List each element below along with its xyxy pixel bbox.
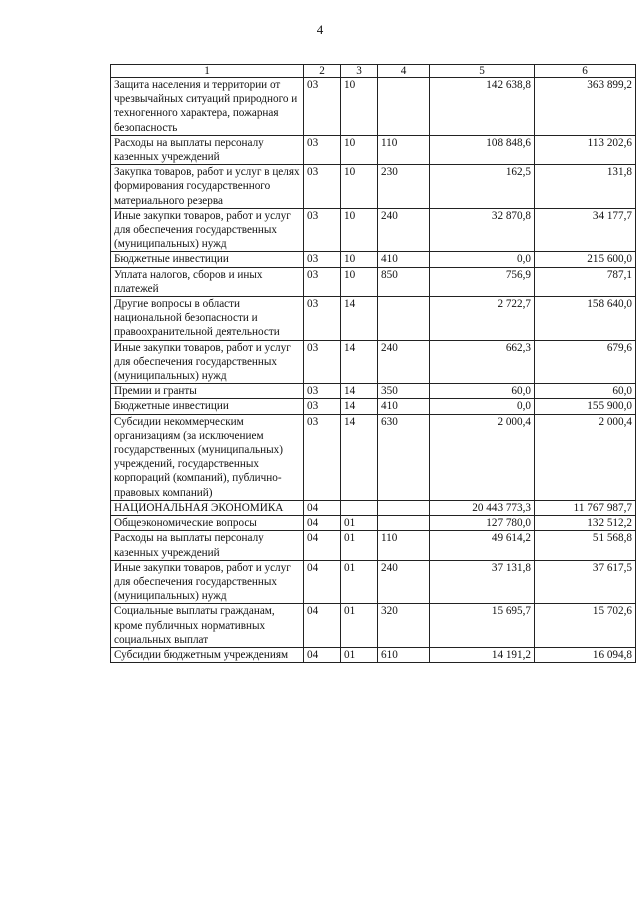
row-name: Субсидии некоммерческим организациям (за исключением государственных (муниципальных) учреждений, государственных корпораций (компаний), публично-правовых компаний) xyxy=(111,414,304,500)
amount-year-1: 2 000,4 xyxy=(430,414,535,500)
subsection-code: 10 xyxy=(341,165,378,209)
table-row xyxy=(111,384,636,399)
expense-type-code xyxy=(378,500,430,515)
table-row xyxy=(111,252,636,267)
table-row xyxy=(111,414,636,500)
table-row xyxy=(111,297,636,341)
amount-year-2: 158 640,0 xyxy=(535,297,636,341)
page-number: 4 xyxy=(316,22,324,37)
amount-year-1: 662,3 xyxy=(430,340,535,384)
row-name: Закупка товаров, работ и услуг в целях формирования государственного материального резерва xyxy=(111,165,304,209)
row-name: Другие вопросы в области национальной безопасности и правоохранительной деятельности xyxy=(111,297,304,341)
table-row xyxy=(111,500,636,515)
table-row xyxy=(111,267,636,296)
header-cell: 2 xyxy=(304,65,341,78)
expense-type-code: 240 xyxy=(378,340,430,384)
amount-year-1: 37 131,8 xyxy=(430,560,535,604)
row-name: Иные закупки товаров, работ и услуг для обеспечения государственных (муниципальных) нужд xyxy=(111,340,304,384)
row-name: Премии и гранты xyxy=(111,384,304,399)
header-row xyxy=(111,65,636,78)
expense-type-code: 240 xyxy=(378,208,430,252)
amount-year-2: 51 568,8 xyxy=(535,531,636,560)
expense-type-code: 850 xyxy=(378,267,430,296)
section-code: 04 xyxy=(304,531,341,560)
subsection-code: 14 xyxy=(341,384,378,399)
amount-year-1: 20 443 773,3 xyxy=(430,500,535,515)
amount-year-2: 16 094,8 xyxy=(535,647,636,662)
section-code: 04 xyxy=(304,516,341,531)
amount-year-1: 0,0 xyxy=(430,399,535,414)
amount-year-2: 131,8 xyxy=(535,165,636,209)
table-row xyxy=(111,78,636,136)
amount-year-1: 756,9 xyxy=(430,267,535,296)
amount-year-2: 132 512,2 xyxy=(535,516,636,531)
row-name: Расходы на выплаты персоналу казенных учреждений xyxy=(111,135,304,164)
amount-year-1: 32 870,8 xyxy=(430,208,535,252)
expense-type-code: 410 xyxy=(378,252,430,267)
expense-type-code xyxy=(378,78,430,136)
expense-type-code: 630 xyxy=(378,414,430,500)
amount-year-1: 2 722,7 xyxy=(430,297,535,341)
table-row xyxy=(111,560,636,604)
section-code: 03 xyxy=(304,340,341,384)
subsection-code: 01 xyxy=(341,647,378,662)
table-row xyxy=(111,531,636,560)
subsection-code: 14 xyxy=(341,399,378,414)
header-cell: 5 xyxy=(430,65,535,78)
header-cell: 6 xyxy=(535,65,636,78)
amount-year-2: 215 600,0 xyxy=(535,252,636,267)
section-code: 03 xyxy=(304,399,341,414)
amount-year-1: 14 191,2 xyxy=(430,647,535,662)
expense-type-code xyxy=(378,516,430,531)
expense-type-code xyxy=(378,297,430,341)
row-name: Иные закупки товаров, работ и услуг для обеспечения государственных (муниципальных) нужд xyxy=(111,208,304,252)
section-code: 04 xyxy=(304,604,341,648)
subsection-code: 14 xyxy=(341,297,378,341)
amount-year-2: 60,0 xyxy=(535,384,636,399)
subsection-code: 01 xyxy=(341,516,378,531)
row-name: Расходы на выплаты персоналу казенных учреждений xyxy=(111,531,304,560)
table-body xyxy=(111,78,636,663)
table-row xyxy=(111,647,636,662)
row-name: Уплата налогов, сборов и иных платежей xyxy=(111,267,304,296)
row-name: Защита населения и территории от чрезвычайных ситуаций природного и техногенного характера, пожарная безопасность xyxy=(111,78,304,136)
amount-year-2: 113 202,6 xyxy=(535,135,636,164)
header-cell: 1 xyxy=(111,65,304,78)
expense-type-code: 240 xyxy=(378,560,430,604)
amount-year-2: 679,6 xyxy=(535,340,636,384)
subsection-code: 01 xyxy=(341,560,378,604)
expense-type-code: 230 xyxy=(378,165,430,209)
table-row xyxy=(111,604,636,648)
amount-year-1: 127 780,0 xyxy=(430,516,535,531)
header-cell: 3 xyxy=(341,65,378,78)
amount-year-2: 34 177,7 xyxy=(535,208,636,252)
amount-year-1: 142 638,8 xyxy=(430,78,535,136)
table-row xyxy=(111,399,636,414)
section-code: 03 xyxy=(304,135,341,164)
amount-year-2: 37 617,5 xyxy=(535,560,636,604)
expense-type-code: 610 xyxy=(378,647,430,662)
amount-year-1: 162,5 xyxy=(430,165,535,209)
table-row xyxy=(111,516,636,531)
table-row xyxy=(111,208,636,252)
amount-year-2: 2 000,4 xyxy=(535,414,636,500)
row-name: Иные закупки товаров, работ и услуг для обеспечения государственных (муниципальных) нужд xyxy=(111,560,304,604)
amount-year-2: 11 767 987,7 xyxy=(535,500,636,515)
amount-year-1: 108 848,6 xyxy=(430,135,535,164)
section-code: 04 xyxy=(304,560,341,604)
expense-type-code: 410 xyxy=(378,399,430,414)
subsection-code: 10 xyxy=(341,208,378,252)
header-cell: 4 xyxy=(378,65,430,78)
expense-type-code: 350 xyxy=(378,384,430,399)
subsection-code: 10 xyxy=(341,135,378,164)
section-code: 03 xyxy=(304,165,341,209)
amount-year-1: 60,0 xyxy=(430,384,535,399)
row-name: НАЦИОНАЛЬНАЯ ЭКОНОМИКА xyxy=(111,500,304,515)
table-row xyxy=(111,165,636,209)
amount-year-2: 787,1 xyxy=(535,267,636,296)
subsection-code: 10 xyxy=(341,78,378,136)
subsection-code xyxy=(341,500,378,515)
expense-type-code: 320 xyxy=(378,604,430,648)
section-code: 03 xyxy=(304,297,341,341)
expense-type-code: 110 xyxy=(378,531,430,560)
section-code: 04 xyxy=(304,500,341,515)
amount-year-2: 15 702,6 xyxy=(535,604,636,648)
budget-table xyxy=(110,64,636,663)
amount-year-1: 49 614,2 xyxy=(430,531,535,560)
amount-year-2: 155 900,0 xyxy=(535,399,636,414)
subsection-code: 01 xyxy=(341,531,378,560)
subsection-code: 14 xyxy=(341,340,378,384)
section-code: 03 xyxy=(304,252,341,267)
subsection-code: 10 xyxy=(341,267,378,296)
section-code: 04 xyxy=(304,647,341,662)
row-name: Бюджетные инвестиции xyxy=(111,252,304,267)
row-name: Бюджетные инвестиции xyxy=(111,399,304,414)
section-code: 03 xyxy=(304,414,341,500)
expense-type-code: 110 xyxy=(378,135,430,164)
amount-year-1: 15 695,7 xyxy=(430,604,535,648)
subsection-code: 14 xyxy=(341,414,378,500)
table-row xyxy=(111,340,636,384)
section-code: 03 xyxy=(304,208,341,252)
section-code: 03 xyxy=(304,78,341,136)
row-name: Общеэкономические вопросы xyxy=(111,516,304,531)
amount-year-2: 363 899,2 xyxy=(535,78,636,136)
subsection-code: 10 xyxy=(341,252,378,267)
section-code: 03 xyxy=(304,267,341,296)
row-name: Субсидии бюджетным учреждениям xyxy=(111,647,304,662)
row-name: Социальные выплаты гражданам, кроме публичных нормативных социальных выплат xyxy=(111,604,304,648)
section-code: 03 xyxy=(304,384,341,399)
amount-year-1: 0,0 xyxy=(430,252,535,267)
table-row xyxy=(111,135,636,164)
subsection-code: 01 xyxy=(341,604,378,648)
